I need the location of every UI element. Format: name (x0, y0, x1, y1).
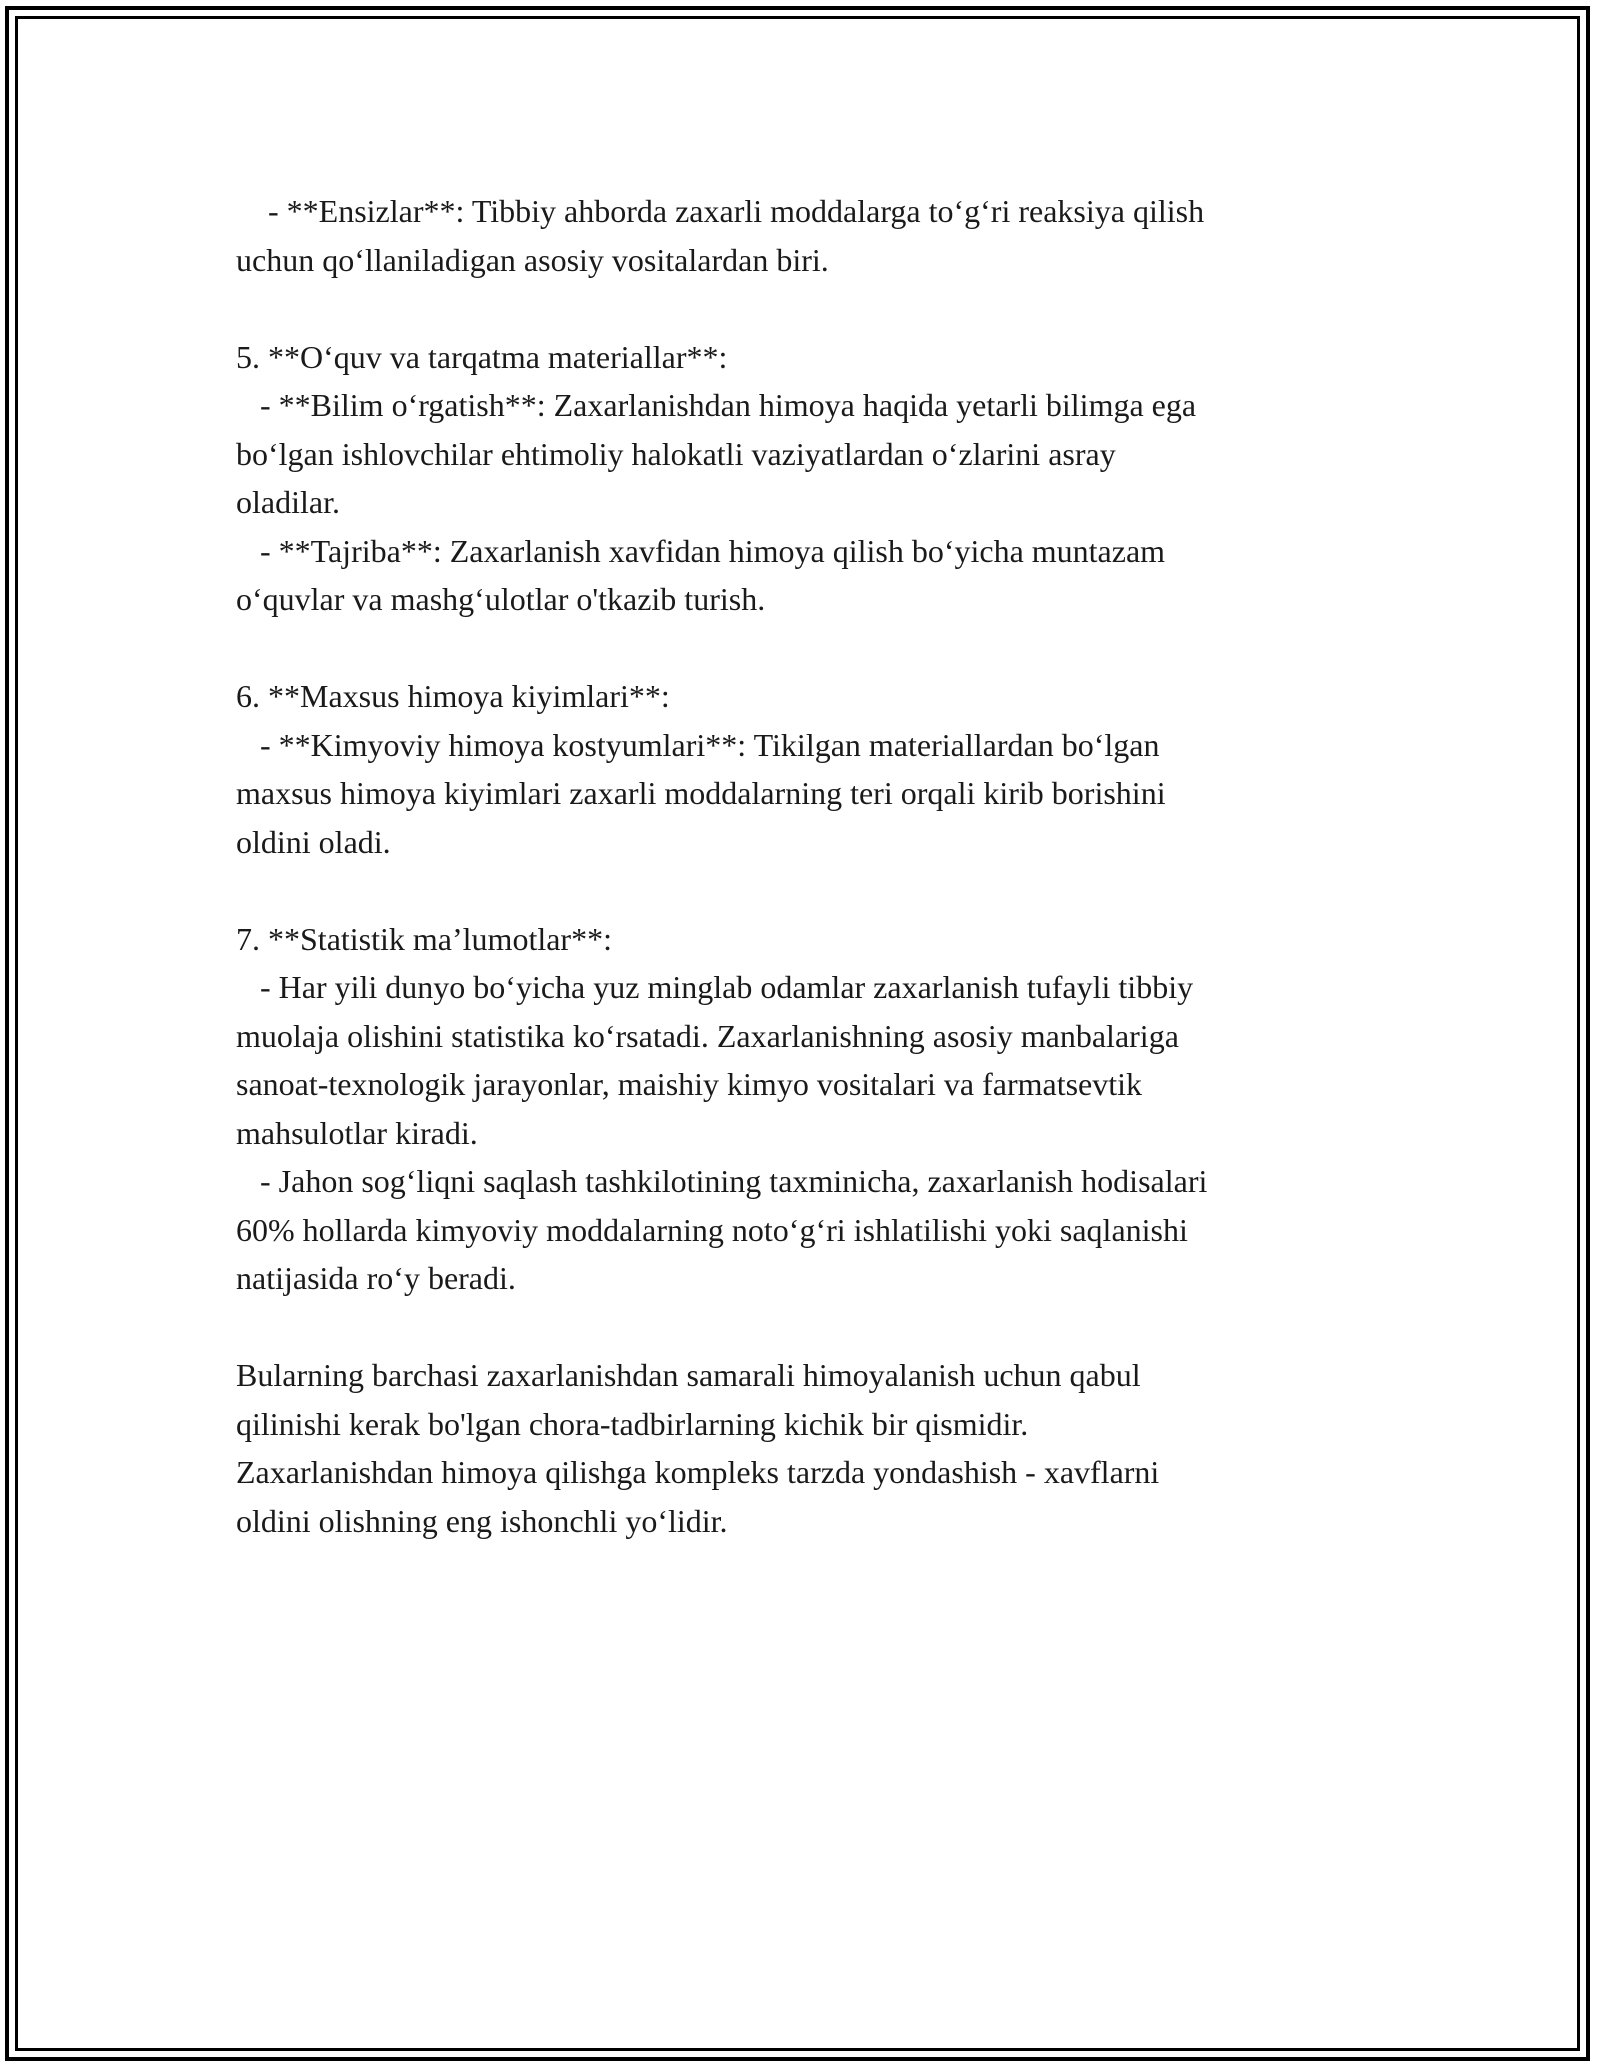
paragraph (236, 672, 1376, 866)
text-line: oldini oladi. (236, 823, 391, 860)
text-line: bo‘lgan ishlovchilar ehtimoliy halokatli vaziyatlardan o‘zlarini asray (236, 435, 1116, 472)
text-line: - Jahon sog‘liqni saqlash tashkilotining taxminicha, zaxarlanish hodisalari (236, 1163, 1208, 1199)
text-line: mahsulotlar kiradi. (236, 1114, 478, 1151)
paragraph-gap (236, 624, 1376, 673)
text-line: - **Bilim o‘rgatish**: Zaxarlanishdan himoya haqida yetarli bilimga ega (236, 387, 1197, 423)
text-line: Bularning barchasi zaxarlanishdan samarali himoyalanish uchun qabul (236, 1357, 1141, 1393)
text-line: qilinishi kerak bo'lgan chora-tadbirlarning kichik bir qismidir. (236, 1405, 1029, 1442)
text-line: 5. **O‘quv va tarqatma materiallar**: (236, 338, 728, 375)
text-line: oladilar. (236, 484, 340, 520)
text-line: - **Tajriba**: Zaxarlanish xavfidan himoya qilish bo‘yicha muntazam (236, 532, 1166, 569)
paragraph-gap (236, 1303, 1376, 1352)
text-line: - **Kimyoviy himoya kostyumlari**: Tikilgan materiallardan bo‘lgan (236, 726, 1160, 763)
paragraph (236, 915, 1376, 1303)
text-line: natijasida ro‘y beradi. (236, 1260, 516, 1296)
paragraph (236, 1351, 1376, 1545)
text-line: oldini olishning eng ishonchli yo‘lidir. (236, 1502, 728, 1539)
document-body (236, 187, 1376, 1545)
text-line: sanoat-texnologik jarayonlar, maishiy kimyo vositalari va farmatsevtik (236, 1066, 1143, 1102)
text-line: 7. **Statistik ma’lumotlar**: (236, 920, 612, 957)
text-line: Zaxarlanishdan himoya qilishga kompleks tarzda yondashish - xavflarni (236, 1454, 1160, 1490)
paragraph-gap (236, 866, 1376, 915)
text-line: muolaja olishini statistika ko‘rsatadi. Zaxarlanishning asosiy manbalariga (236, 1017, 1179, 1054)
text-line: - Har yili dunyo bo‘yicha yuz minglab odamlar zaxarlanish tufayli tibbiy (236, 969, 1194, 1005)
paragraph (236, 187, 1376, 284)
text-line: - **Ensizlar**: Tibbiy ahborda zaxarli moddalarga to‘g‘ri reaksiya qilish (236, 193, 1205, 229)
paragraph (236, 333, 1376, 624)
text-line: 60% hollarda kimyoviy moddalarning noto‘g‘ri ishlatilishi yoki saqlanishi (236, 1211, 1188, 1248)
text-line: maxsus himoya kiyimlari zaxarli moddalarning teri orqali kirib borishini (236, 775, 1166, 811)
text-line: o‘quvlar va mashg‘ulotlar o'tkazib turish. (236, 581, 766, 617)
text-line: 6. **Maxsus himoya kiyimlari**: (236, 678, 670, 714)
paragraph-gap (236, 284, 1376, 333)
text-line: uchun qo‘llaniladigan asosiy vositalardan biri. (236, 241, 829, 278)
